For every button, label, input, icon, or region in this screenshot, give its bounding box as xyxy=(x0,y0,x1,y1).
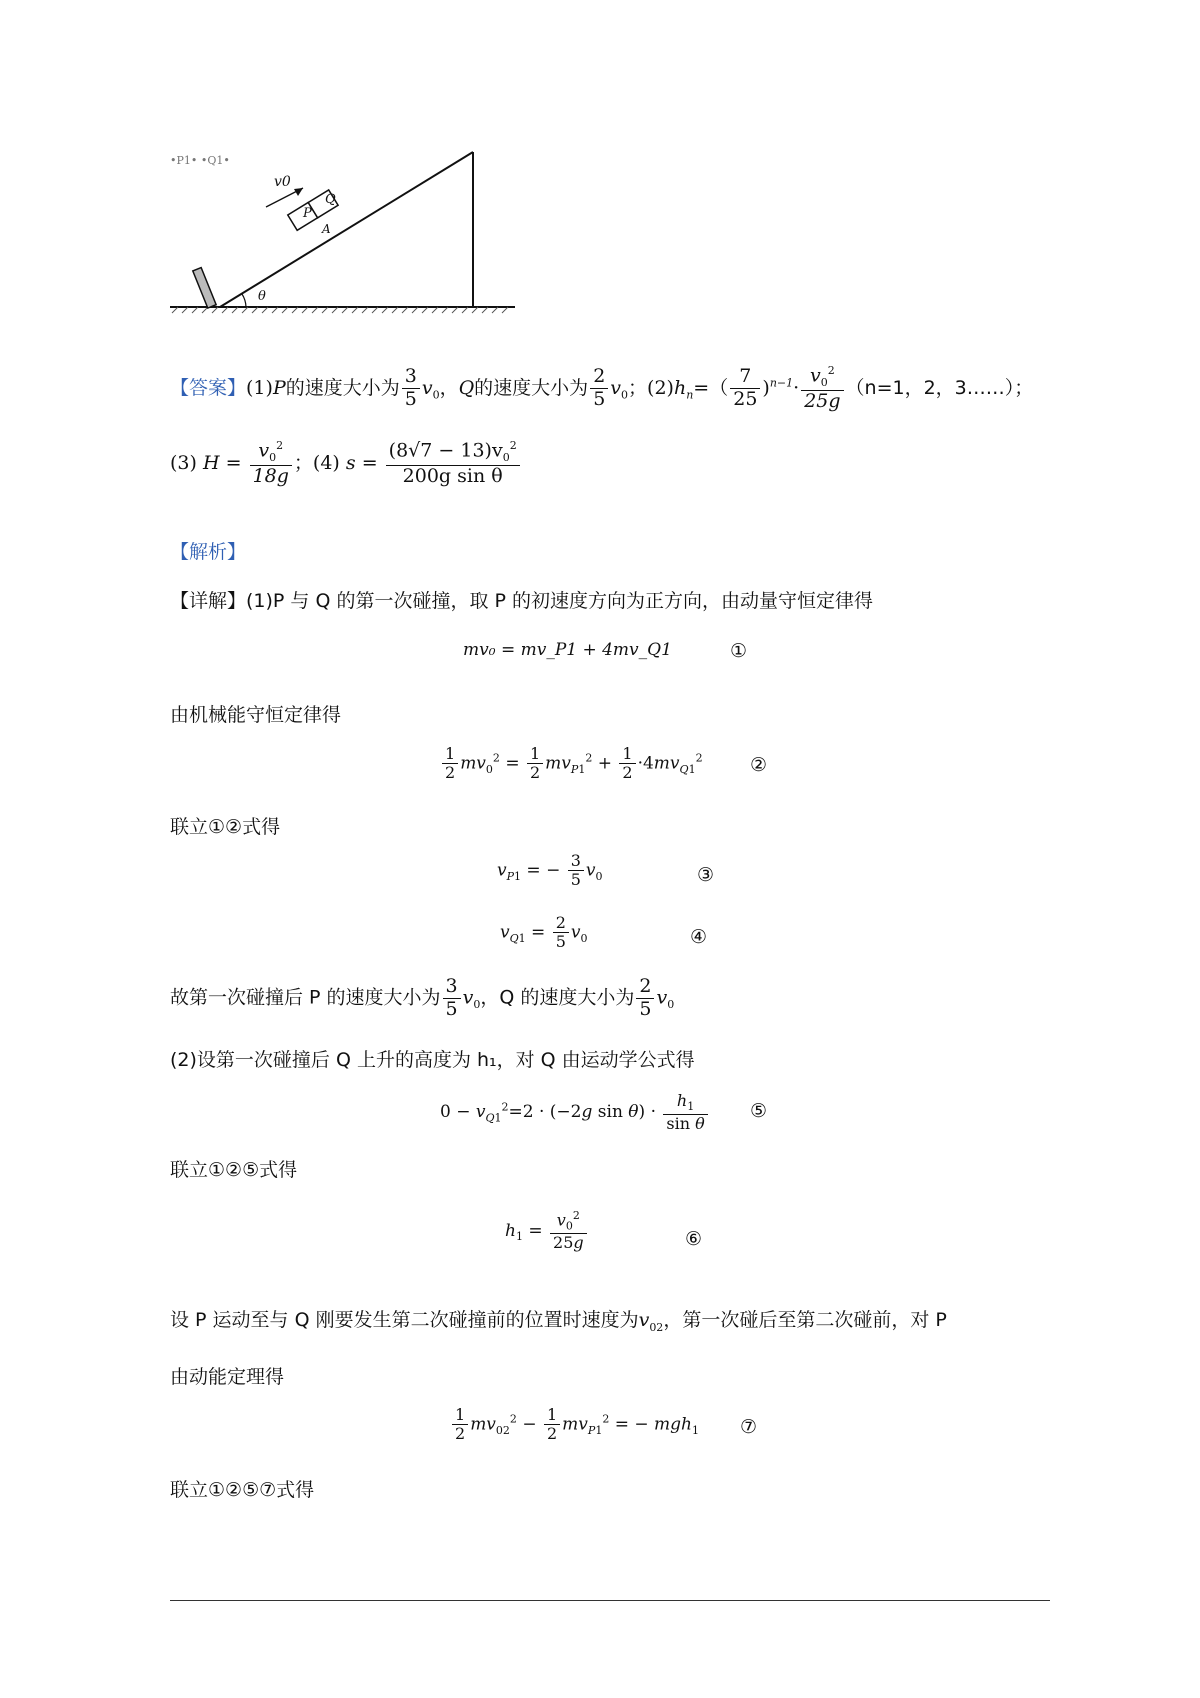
footer-rule xyxy=(170,1600,1050,1601)
detail-line-8: 由动能定理得 xyxy=(170,1366,285,1388)
equation-6: $h_1$ = $\frac{v_0^2}{25g}$ xyxy=(505,1210,589,1253)
detail-line-1 xyxy=(170,586,873,613)
n-note: （n=1，2，3……）； xyxy=(845,376,1034,399)
equation-4-tag: ④ xyxy=(690,926,708,948)
top-fragment: •P1• •Q1• xyxy=(170,154,230,167)
p-label: P xyxy=(303,206,312,221)
speed-text-1: 的速度大小为 xyxy=(285,376,400,399)
equation-1: mv₀ = mv_P1 + 4mv_Q1 xyxy=(463,640,672,660)
equation-2-tag: ② xyxy=(750,754,768,776)
answer-line-1: 【答案】(1)P的速度大小为 $\frac{3}{5}$ $v_0$，Q的速度大小为 $\frac{2}{5}$ $v_0$；$(2)h_n=$（ $\frac{7}{25}$ )$^{n-1}$· $\frac{v_0^2}{25g}$ （n=1，2，3……）； xyxy=(170,364,1034,412)
angle-arc xyxy=(242,294,246,307)
detail-line-5: (2)设第一次碰撞后 Q 上升的高度为 h₁，对 Q 由运动学公式得 xyxy=(170,1049,695,1071)
comma-1: ， xyxy=(439,376,459,399)
detail-line-2: 由机械能守恒定律得 xyxy=(170,704,342,726)
equation-4: $v_{Q1}$ = $\frac{2}{5}$ $v_0$ xyxy=(500,913,588,952)
frac-7-25: $\frac{7}{25}$ xyxy=(730,366,760,411)
analysis-tag: 【解析】 xyxy=(170,541,247,563)
h-symbol: H xyxy=(202,451,220,474)
semicolon-1: ； xyxy=(628,376,648,399)
theta-label: θ xyxy=(258,289,266,304)
answer-line-2: (3) H = $\frac{v_0^2}{18g}$ ；(4) s = $\frac{(8√7 - 13)v_0^2}{\text{200g sin θ}}$ xyxy=(170,440,522,488)
q-label: Q xyxy=(325,192,336,207)
detail-line-7: 设 P 运动至与 Q 刚要发生第二次碰撞前的位置时速度为$v_{02}$，第一次碰后至第二次碰前，对 P xyxy=(170,1309,947,1334)
detail-text-1: (1)P 与 Q 的第一次碰撞，取 P 的初速度方向为正方向，由动量守恒定律得 xyxy=(246,590,873,612)
frac-3-5: $\frac{3}{5}$ xyxy=(402,366,420,411)
equation-7-tag: ⑦ xyxy=(740,1416,758,1438)
v0-symbol-2: v xyxy=(610,376,622,399)
hn-symbol: h xyxy=(673,376,687,399)
exponent: n−1 xyxy=(769,376,794,390)
detail-line-3: 联立①②式得 xyxy=(170,816,281,838)
equation-3-tag: ③ xyxy=(697,864,715,886)
q-symbol: Q xyxy=(458,376,475,399)
a-label: A xyxy=(322,222,331,236)
incline-surface xyxy=(220,152,473,307)
stopper xyxy=(193,268,216,308)
detail-line-4: 故第一次碰撞后 P 的速度大小为 $\frac{3}{5}$ $v_0$，Q 的速度大小为 $\frac{2}{5}$ $v_0$ xyxy=(170,975,675,1020)
equation-5-tag: ⑤ xyxy=(750,1100,768,1122)
equation-7: $\frac{1}{2}$ $mv_{02}^2$ − $\frac{1}{2}$ $mv_{P1}^2$ = − mgh$_1$ xyxy=(450,1406,699,1444)
detail-tag: 【详解】 xyxy=(170,590,247,612)
v0-symbol-1: v xyxy=(421,376,433,399)
speed-text-2: 的速度大小为 xyxy=(474,376,589,399)
equation-3: $v_{P1}$ = − $\frac{3}{5}$ $v_0$ xyxy=(497,851,603,890)
detail-line-6: 联立①②⑤式得 xyxy=(170,1159,298,1181)
part3-prefix: (3) xyxy=(170,451,197,474)
frac-v0sq-25g: $\frac{v_0^2}{25g}$ xyxy=(801,365,843,413)
part4-prefix: (4) xyxy=(312,451,340,474)
p-symbol: P xyxy=(272,376,286,399)
part1-prefix: (1) xyxy=(246,376,273,399)
frac-v0sq-18g: $\frac{v_0^2}{18g}$ xyxy=(250,440,292,488)
detail-line-9: 联立①②⑤⑦式得 xyxy=(170,1479,315,1501)
incline-diagram xyxy=(170,150,520,320)
frac-s-value: $\frac{(8√7 - 13)v_0^2}{\text{200g sin θ}}$ xyxy=(386,440,520,488)
equation-5: $0 - v_{Q1}^2=2 \cdot (-2g$ sin θ) · $\frac{h_1}{\text{sin θ}}$ xyxy=(440,1092,710,1133)
frac-2-5: $\frac{2}{5}$ xyxy=(590,366,608,411)
equation-1-tag: ① xyxy=(730,640,748,662)
equation-2: $\frac{1}{2}$ $mv_0^2$ = $\frac{1}{2}$ $mv_{P1}^2$ + $\frac{1}{2}$ $\cdot 4mv_{Q1}^2$ xyxy=(440,745,703,783)
s-symbol: s xyxy=(345,451,356,474)
answer-tag: 【答案】 xyxy=(170,376,247,399)
part2-prefix: (2) xyxy=(647,376,674,399)
equation-6-tag: ⑥ xyxy=(685,1228,703,1250)
v0-label: v0 xyxy=(274,174,291,190)
